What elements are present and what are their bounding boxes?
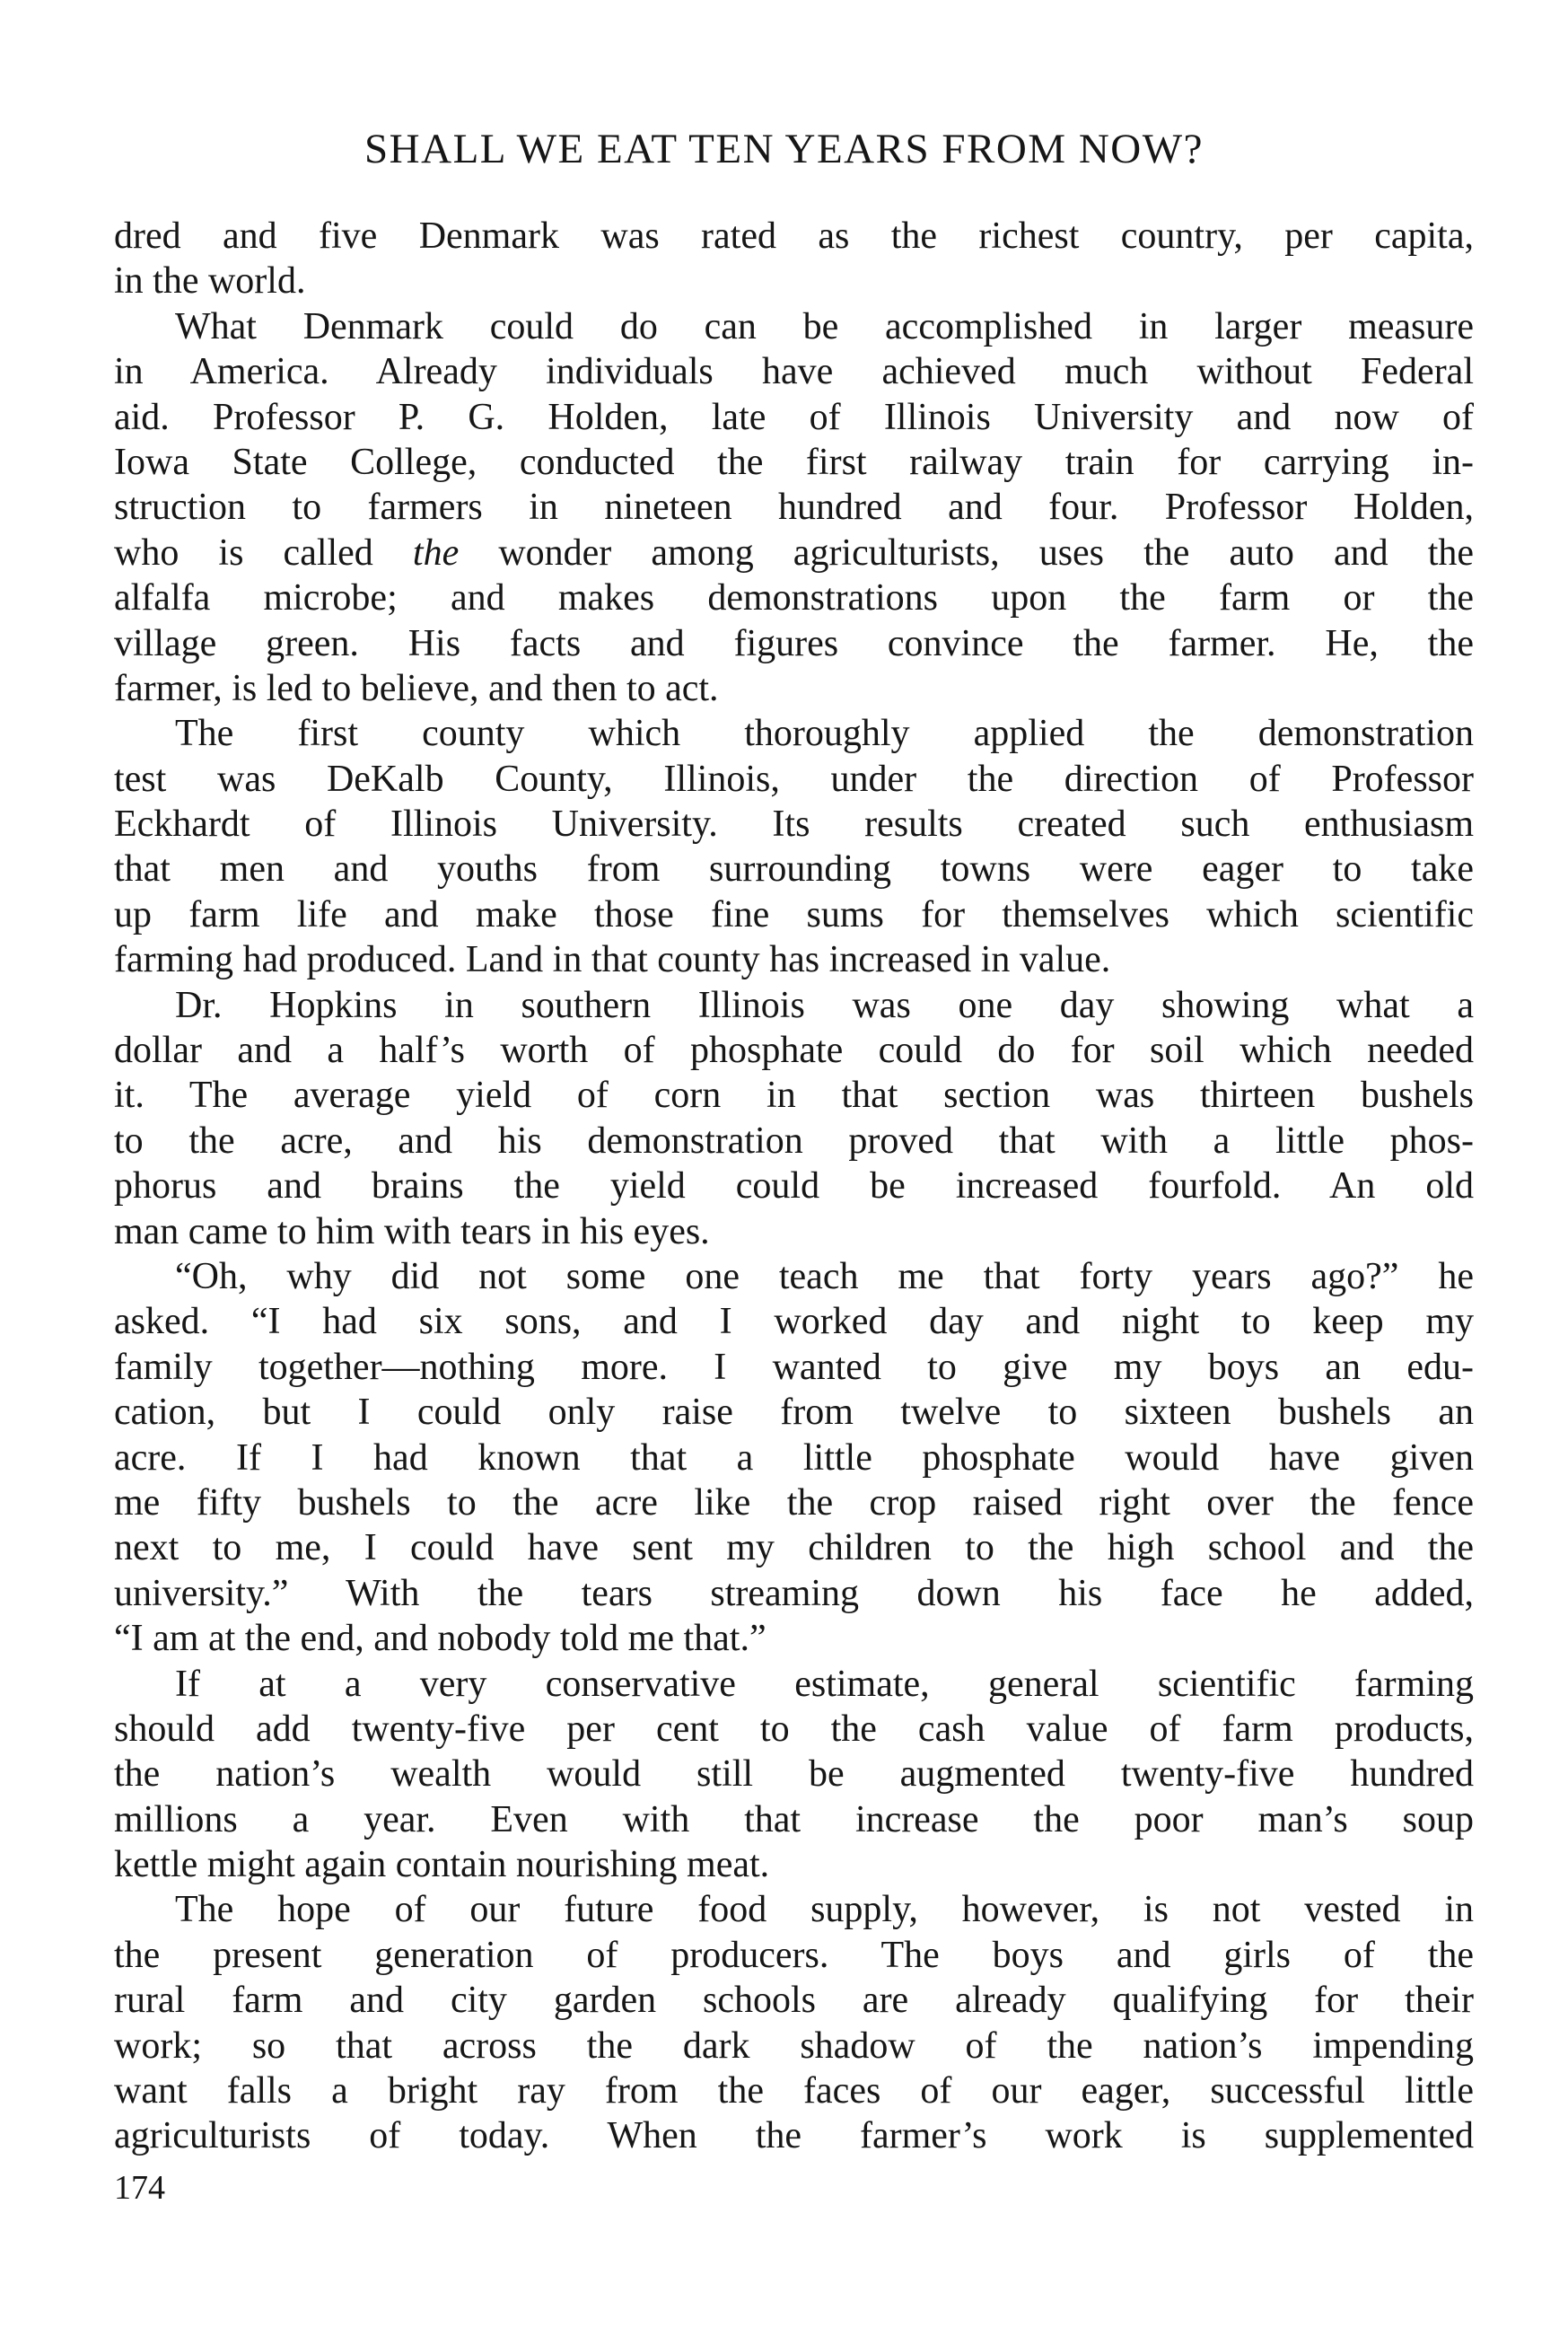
running-head: SHALL WE EAT TEN YEARS FROM NOW? [364,126,1204,172]
text-line: farmer, is led to believe, and then to act. [114,667,719,709]
text-line: “I am at the end, and nobody told me that.” [114,1618,766,1660]
text-line: it. The average yield of corn in that section was thirteen bushels [114,1075,1474,1117]
text-line: who is called the wonder among agriculturists, uses the auto and the [114,531,1475,574]
text-line: rural farm and city garden schools are already qualifying for their [114,1980,1474,2022]
text-line: asked. “I had six sons, and I worked day and night to keep my [114,1301,1474,1343]
text-line: “Oh, why did not some one teach me that forty years ago?” he [175,1255,1474,1297]
text-line: me fifty bushels to the acre like the crop raised right over the fence [114,1481,1474,1524]
text-line: the nation’s wealth would still be augmented twenty-five hundred [114,1753,1474,1796]
body-text [114,214,1474,2159]
text-line: university.” With the tears streaming down his face he added, [114,1572,1474,1614]
text-line: aid. Professor P. G. Holden, late of Illinois University and now of [114,396,1474,438]
text-line: What Denmark could do can be accomplished in larger measure [175,305,1474,347]
text-line: man came to him with tears in his eyes. [114,1210,710,1252]
text-line: in America. Already individuals have achieved much without Federal [114,351,1474,393]
text-line: up farm life and make those fine sums for themselves which scientific [114,893,1474,935]
text-line: dollar and a half’s worth of phosphate could do for soil which needed [114,1030,1474,1072]
text-line: alfalfa microbe; and makes demonstrations upon the farm or the [114,577,1474,619]
text-line: want falls a bright ray from the faces of our eager, successful little [114,2070,1474,2112]
text-line: work; so that across the dark shadow of the nation’s impending [114,2024,1474,2067]
text-line: Iowa State College, conducted the first railway train for carrying in- [114,441,1474,483]
text-line: family together—nothing more. I wanted to give my boys an edu- [114,1346,1474,1388]
text-line: Eckhardt of Illinois University. Its results created such enthusiasm [114,804,1474,846]
text-line: kettle might again contain nourishing meat. [114,1844,770,1886]
text-line: the present generation of producers. The boys and girls of the [114,1934,1474,1976]
text-line: cation, but I could only raise from twelve to sixteen bushels an [114,1392,1474,1434]
text-line: to the acre, and his demonstration proved that with a little phos- [114,1120,1474,1162]
text-line: The first county which thoroughly applied the demonstration [175,713,1474,755]
text-line: The hope of our future food supply, however, is not vested in [175,1889,1474,1931]
text-line: should add twenty-five per cent to the cash value of farm products, [114,1708,1474,1750]
text-line: Dr. Hopkins in southern Illinois was one day showing what a [175,984,1474,1026]
text-line: test was DeKalb County, Illinois, under the direction of Professor [114,758,1474,800]
text-line: next to me, I could have sent my children to the high school and the [114,1527,1474,1569]
text-line: struction to farmers in nineteen hundred and four. Professor Holden, [114,487,1474,529]
text-line: village green. His facts and figures convince the farmer. He, the [114,622,1474,664]
page-number: 174 [114,2169,165,2207]
text-line: millions a year. Even with that increase the poor man’s soup [114,1798,1474,1840]
text-line: dred and five Denmark was rated as the richest country, per capita, [114,215,1474,257]
text-line: If at a very conservative estimate, general scientific farming [175,1663,1474,1705]
text-line: agriculturists of today. When the farmer’s work is supplemented [114,2115,1474,2157]
text-line: farming had produced. Land in that county has increased in value. [114,939,1111,981]
text-line: phorus and brains the yield could be increased fourfold. An old [114,1165,1474,1208]
text-line: acre. If I had known that a little phosphate would have given [114,1436,1474,1479]
text-line: in the world. [114,260,306,303]
text-line: that men and youths from surrounding towns were eager to take [114,848,1474,891]
